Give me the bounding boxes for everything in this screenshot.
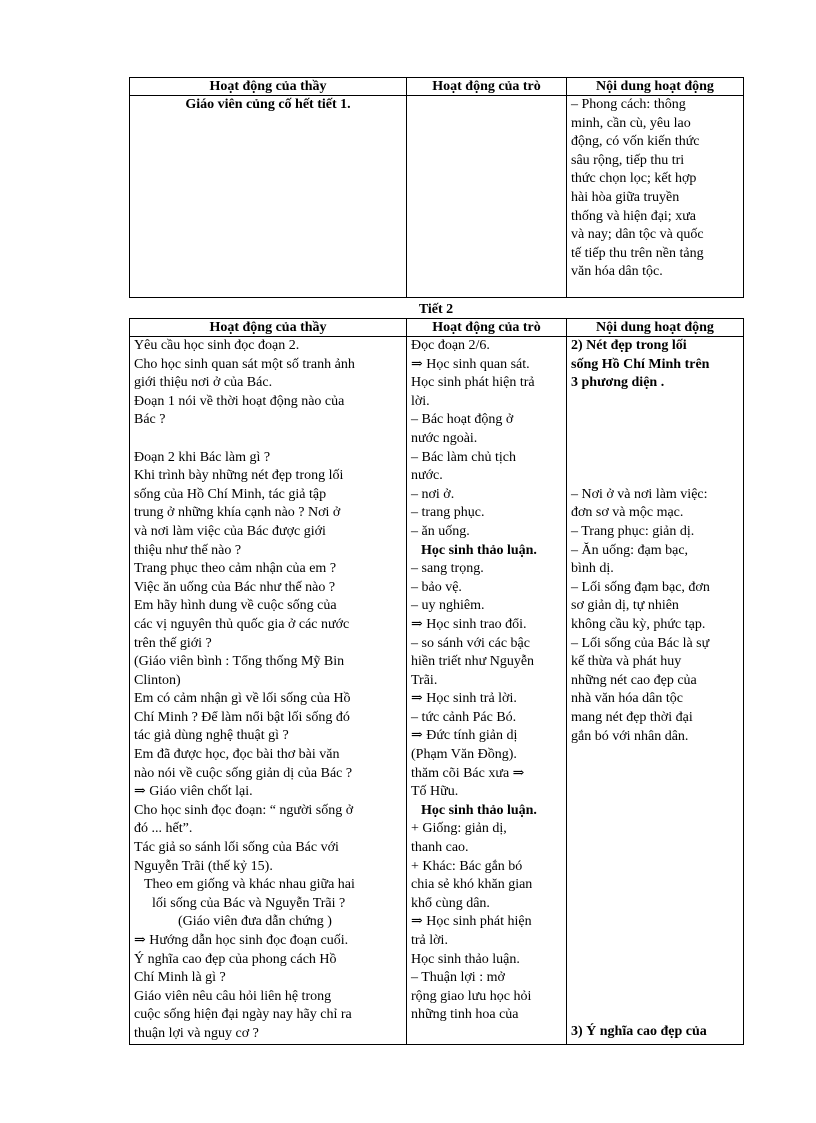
student-line: + Giống: giản dị, <box>411 821 507 837</box>
content-line: nhà văn hóa dân tộc <box>571 691 683 707</box>
teacher-line: tác giả dùng nghệ thuật gì ? <box>134 728 289 744</box>
student-line: (Phạm Văn Đồng). <box>411 747 517 763</box>
content-heading: 3 phương diện . <box>571 375 665 391</box>
table-header-row <box>130 319 744 337</box>
teacher-line: sống của Hồ Chí Minh, tác giả tập <box>134 486 327 502</box>
student-line: – ăn uống. <box>411 523 470 539</box>
student-line: – trang phục. <box>411 505 485 521</box>
student-line: nước ngoài. <box>411 430 478 446</box>
student-line: trả lời. <box>411 933 448 948</box>
content-line: hài hòa giữa truyền <box>571 189 680 205</box>
student-line: – sang trọng. <box>411 561 484 577</box>
content-line: gắn bó với nhân dân. <box>571 728 689 744</box>
content-line: không cầu kỳ, phức tạp. <box>571 616 706 632</box>
student-line: Học sinh thảo luận. <box>421 542 537 558</box>
student-line: ⇒ Học sinh phát hiện <box>411 914 532 930</box>
student-line: thanh cao. <box>411 840 469 856</box>
student-line: ⇒ Học sinh trả lời. <box>411 691 517 707</box>
section-title: Tiết 2 <box>418 302 454 317</box>
content-line: động, có vốn kiến thức <box>571 134 700 150</box>
student-line: rộng giao lưu học hỏi <box>411 988 532 1004</box>
content-line: sâu rộng, tiếp thu tri <box>571 152 685 168</box>
content-line: những nét cao đẹp của <box>571 672 697 688</box>
teacher-line: Clinton) <box>134 672 181 688</box>
table-tiet-2 <box>129 318 744 1045</box>
header-teacher: Hoạt động của thầy <box>130 319 407 337</box>
teacher-line: trên thế giới ? <box>134 635 212 651</box>
teacher-line: Em hãy hình dung về cuộc sống của <box>134 598 337 614</box>
student-cell <box>407 337 567 1045</box>
student-line: Học sinh thảo luận. <box>421 802 537 818</box>
table-tiet-1 <box>129 77 744 298</box>
teacher-line: thuận lợi và nguy cơ ? <box>134 1025 259 1041</box>
content-heading: 2) Nét đẹp trong lối <box>571 338 687 353</box>
content-line: mang nét đẹp thời đại <box>571 709 693 725</box>
teacher-line: cuộc sống hiện đại ngày nay hãy chỉ ra <box>134 1007 352 1023</box>
content-line: sơ giản dị, tự nhiên <box>571 598 679 614</box>
student-line: nước. <box>411 468 443 484</box>
content-footer-heading: 3) Ý nghĩa cao đẹp của <box>571 1023 707 1039</box>
teacher-line: thiệu như thế nào ? <box>134 542 242 558</box>
content-line: tế tiếp thu trên nền tảng <box>571 245 704 261</box>
teacher-line: Cho học sinh đọc đoạn: “ người sống ở <box>134 802 354 818</box>
student-line: – nơi ở. <box>411 486 455 502</box>
teacher-line: Chí Minh ? Để làm nổi bật lối sống đó <box>134 709 350 725</box>
student-line: + Khác: Bác gắn bó <box>411 858 523 874</box>
student-line: chia sẻ khó khăn gian <box>411 877 533 893</box>
content-line: – Nơi ở và nơi làm việc: <box>571 486 708 502</box>
teacher-line: và nơi làm việc của Bác được giới <box>134 523 326 539</box>
teacher-line: ⇒ Hướng dẫn học sinh đọc đoạn cuối. <box>134 933 349 948</box>
student-line: – Bác hoạt động ở <box>411 412 514 428</box>
header-student: Hoạt động của trò <box>407 319 567 337</box>
student-line: những tinh hoa của <box>411 1007 519 1023</box>
student-line: ⇒ Học sinh trao đổi. <box>411 616 527 632</box>
student-cell <box>407 96 567 298</box>
student-line: – tức cảnh Pác Bó. <box>411 709 517 725</box>
student-line: – Thuận lợi : mở <box>411 970 505 986</box>
table-row <box>130 337 744 1045</box>
teacher-line: Cho học sinh quan sát một số tranh ảnh <box>134 356 355 372</box>
student-line: Trãi. <box>411 672 438 688</box>
content-line: – Phong cách: thông <box>571 97 686 112</box>
teacher-line: Tác giả so sánh lối sống của Bác với <box>134 840 339 856</box>
header-teacher: Hoạt động của thầy <box>130 78 407 96</box>
student-line: – Bác làm chủ tịch <box>411 449 516 465</box>
teacher-line: lối sống của Bác và Nguyễn Trãi ? <box>152 895 346 911</box>
teacher-line: giới thiệu nơi ở của Bác. <box>134 375 273 391</box>
student-line: ⇒ Học sinh quan sát. <box>411 356 530 372</box>
content-line: – Ăn uống: đạm bạc, <box>571 542 689 558</box>
student-line: khổ cùng dân. <box>411 895 490 911</box>
header-student: Hoạt động của trò <box>407 78 567 96</box>
student-line: – bảo vệ. <box>411 579 462 595</box>
content-line: và nay; dân tộc và quốc <box>571 227 704 243</box>
teacher-line: (Giáo viên bình : Tổng thống Mỹ Bin <box>134 654 345 670</box>
content-line: đơn sơ và mộc mạc. <box>571 505 684 521</box>
student-line: Học sinh phát hiện trả <box>411 375 535 391</box>
teacher-line: Việc ăn uống của Bác như thế nào ? <box>134 579 336 595</box>
teacher-line: trung ở những khía cạnh nào ? Nơi ở <box>134 505 341 521</box>
content-line: bình dị. <box>571 561 614 577</box>
teacher-line: Yêu cầu học sinh đọc đoạn 2. <box>134 338 300 353</box>
teacher-line: Đoạn 2 khi Bác làm gì ? <box>134 449 271 465</box>
teacher-line: Đoạn 1 nói về thời hoạt động nào của <box>134 393 345 409</box>
header-content: Nội dung hoạt động <box>567 78 744 96</box>
teacher-line: các vị nguyên thủ quốc gia ở các nước <box>134 616 350 632</box>
student-line: – so sánh với các bậc <box>411 635 530 651</box>
content-line: minh, cần cù, yêu lao <box>571 115 691 131</box>
student-line: Đọc đoạn 2/6. <box>411 338 490 353</box>
teacher-cell <box>130 96 407 298</box>
student-line: – uy nghiêm. <box>411 598 485 614</box>
table-row <box>130 96 744 298</box>
teacher-text: Giáo viên củng cố hết tiết 1. <box>185 97 351 112</box>
teacher-cell <box>130 337 407 1045</box>
content-cell <box>567 96 744 298</box>
teacher-line: Em đã được học, đọc bài thơ bài văn <box>134 747 340 763</box>
content-line: kế thừa và phát huy <box>571 654 682 670</box>
table-header-row <box>130 78 744 96</box>
content-line: – Lối sống đạm bạc, đơn <box>571 579 710 595</box>
student-line: Học sinh thảo luận. <box>411 951 520 967</box>
teacher-line: Trang phục theo cảm nhận của em ? <box>134 561 337 577</box>
teacher-line: Khi trình bày những nét đẹp trong lối <box>134 468 344 484</box>
content-heading: sống Hồ Chí Minh trên <box>571 356 710 372</box>
teacher-line: nào nói về cuộc sống giản dị của Bác ? <box>134 765 353 781</box>
blank-line <box>134 430 402 449</box>
teacher-line: (Giáo viên đưa dẫn chứng ) <box>178 914 332 930</box>
teacher-line: Em có cảm nhận gì về lối sống của Hồ <box>134 691 351 707</box>
student-line: thăm cõi Bác xưa ⇒ <box>411 765 525 781</box>
content-line: – Trang phục: giản dị. <box>571 523 695 539</box>
student-line: hiền triết như Nguyễn <box>411 654 535 670</box>
teacher-line: Chí Minh là gì ? <box>134 970 226 986</box>
content-spacer <box>571 393 739 486</box>
content-line: thức chọn lọc; kết hợp <box>571 171 697 187</box>
content-line: văn hóa dân tộc. <box>571 264 663 280</box>
teacher-line: Nguyễn Trãi (thế kỷ 15). <box>134 858 273 874</box>
teacher-line: Theo em giống và khác nhau giữa hai <box>144 877 355 893</box>
header-content: Nội dung hoạt động <box>567 319 744 337</box>
student-line: Tố Hữu. <box>411 784 459 800</box>
student-line: ⇒ Đức tính giản dị <box>411 728 518 744</box>
teacher-line: Ý nghĩa cao đẹp của phong cách Hồ <box>134 951 337 967</box>
teacher-line: Giáo viên nêu câu hỏi liên hệ trong <box>134 988 332 1004</box>
student-line: lời. <box>411 393 430 409</box>
content-cell <box>567 337 744 1045</box>
content-line: thống và hiện đại; xưa <box>571 208 697 224</box>
teacher-line: ⇒ Giáo viên chốt lại. <box>134 784 253 800</box>
teacher-line: đó ... hết”. <box>134 821 193 837</box>
content-line: – Lối sống của Bác là sự <box>571 635 710 651</box>
teacher-line: Bác ? <box>134 412 166 428</box>
